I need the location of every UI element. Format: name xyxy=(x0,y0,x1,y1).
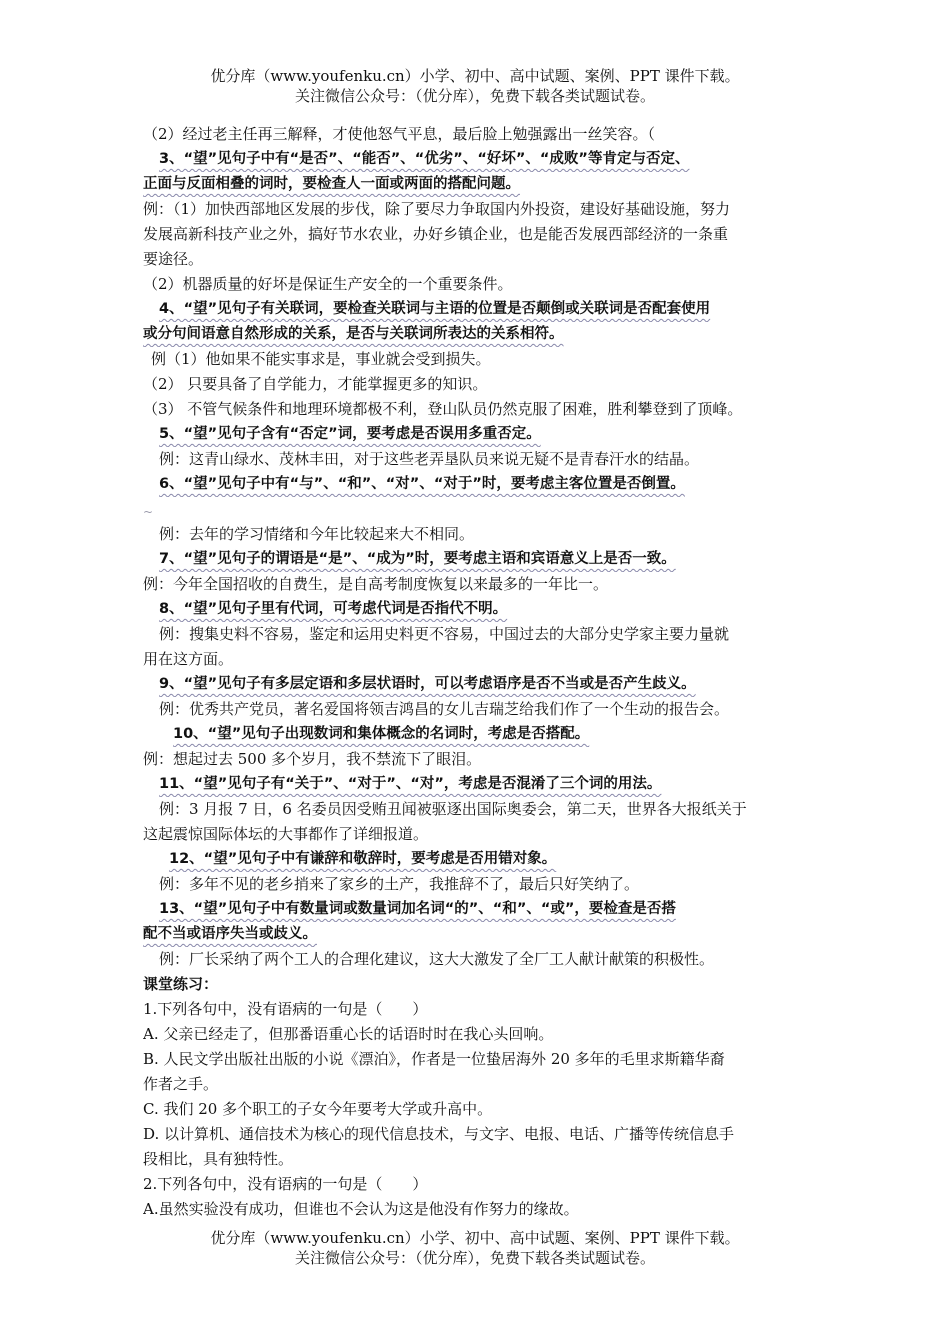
answer-option: C. 我们 20 多个职工的子女今年要考大学或升高中。 xyxy=(143,1100,493,1118)
rule-heading: 13、“望”见句子中有数量词或数量词加名词“的”、“和”、“或”，要检查是否搭 xyxy=(159,901,676,917)
rule-heading: 5、“望”见句子含有“否定”词，要考虑是否误用多重否定。 xyxy=(159,426,541,442)
answer-option: 作者之手。 xyxy=(143,1075,219,1093)
footer-line-1: 优分库（www.youfenku.cn）小学、初中、高中试题、案例、PPT 课件下载。 xyxy=(210,1229,740,1247)
footer-line-2: 关注微信公众号：（优分库），免费下载各类试题试卷。 xyxy=(294,1249,655,1267)
example-line: 例（1）他如果不能实事求是，事业就会受到损失。 xyxy=(151,350,491,368)
answer-option: A. 父亲已经走了，但那番语重心长的话语时时在我心头回响。 xyxy=(143,1025,554,1043)
section-title: 课堂练习： xyxy=(143,975,219,993)
rule-heading: 12、“望”见句子中有谦辞和敬辞时，要考虑是否用错对象。 xyxy=(169,851,557,867)
answer-option: A.虽然实验没有成功，但谁也不会认为这是他没有作努力的缘故。 xyxy=(143,1200,579,1218)
example-line: 例：今年全国招收的自费生，是自高考制度恢复以来最多的一年比一。 xyxy=(143,575,609,593)
example-line: 例：厂长采纳了两个工人的合理化建议，这大大激发了全厂工人献计献策的积极性。 xyxy=(159,950,715,968)
example-line: （2） 只要具备了自学能力，才能掌握更多的知识。 xyxy=(143,375,488,393)
header-line-2: 关注微信公众号：（优分库），免费下载各类试题试卷。 xyxy=(294,87,655,105)
rule-heading: 11、“望”见句子有“关于”、“对于”、“对”，考虑是否混淆了三个词的用法。 xyxy=(159,776,662,792)
rule-heading: 正面与反面相叠的词时，要检查人一面或两面的搭配问题。 xyxy=(143,176,520,192)
text-line: （2）经过老主任再三解释，才使他怒气平息，最后脸上勉强露出一丝笑容。（ xyxy=(143,125,656,143)
example-line: 例：搜集史料不容易，鉴定和运用史料更不容易，中国过去的大部分史学家主要力量就 xyxy=(159,625,730,643)
example-line: 这起震惊国际体坛的大事都作了详细报道。 xyxy=(143,825,429,843)
page-header xyxy=(0,66,950,106)
answer-option: B. 人民文学出版社出版的小说《漂泊》，作者是一位蛰居海外 20 多年的毛里求斯籍华裔 xyxy=(143,1050,725,1068)
example-line: 例：去年的学习情绪和今年比较起来大不相同。 xyxy=(159,525,475,543)
answer-option: 段相比，具有独特性。 xyxy=(143,1150,294,1168)
example-line: 例：优秀共产党员，著名爱国将领吉鸿昌的女儿吉瑞芝给我们作了一个生动的报告会。 xyxy=(159,700,730,718)
example-line: 要途径。 xyxy=(143,250,204,268)
example-line: 例：想起过去 500 多个岁月，我不禁流下了眼泪。 xyxy=(143,750,482,768)
example-line: 用在这方面。 xyxy=(143,650,234,668)
rule-heading: 配不当或语序失当或歧义。 xyxy=(143,926,317,942)
rule-heading: 3、“望”见句子中有“是否”、“能否”、“优劣”、“好坏”、“成败”等肯定与否定、 xyxy=(159,151,690,167)
rule-heading: 10、“望”见句子出现数词和集体概念的名词时，考虑是否搭配。 xyxy=(173,726,590,742)
header-line-1: 优分库（www.youfenku.cn）小学、初中、高中试题、案例、PPT 课件下载。 xyxy=(210,67,740,85)
example-line: 例：（1）加快西部地区发展的步伐，除了要尽力争取国内外投资，建设好基础设施，努力 xyxy=(143,200,731,218)
rule-heading: 或分句间语意自然形成的关系，是否与关联词所表达的关系相符。 xyxy=(143,326,564,342)
example-line: 例：3 月报 7 日，6 名委员因受贿丑闻被驱逐出国际奥委会，第二天，世界各大报纸关于 xyxy=(159,800,747,818)
example-line: （3） 不管气候条件和地理环境都极不利，登山队员仍然克服了困难，胜利攀登到了顶峰。 xyxy=(143,400,743,418)
rule-heading: 8、“望”见句子里有代词，可考虑代词是否指代不明。 xyxy=(159,601,508,617)
blank-line: ~ xyxy=(143,505,154,519)
answer-option: D. 以计算机、通信技术为核心的现代信息技术，与文字、电报、电话、广播等传统信息手 xyxy=(143,1125,735,1143)
rule-heading: 9、“望”见句子有多层定语和多层状语时，可以考虑语序是否不当或是否产生歧义。 xyxy=(159,676,696,692)
document-body xyxy=(143,122,808,1222)
example-line: 发展高新科技产业之外，搞好节水农业，办好乡镇企业，也是能否发展西部经济的一条重 xyxy=(143,225,729,243)
example-line: 例：这青山绿水、茂林丰田，对于这些老弄垦队员来说无疑不是青春汗水的结晶。 xyxy=(159,450,700,468)
question-stem: 1.下列各句中，没有语病的一句是（ ） xyxy=(143,1000,428,1018)
rule-heading: 7、“望”见句子的谓语是“是”、“成为”时，要考虑主语和宾语意义上是否一致。 xyxy=(159,551,676,567)
rule-heading: 4、“望”见句子有关联词，要检查关联词与主语的位置是否颠倒或关联词是否配套使用 xyxy=(159,301,711,317)
example-line: （2）机器质量的好坏是保证生产安全的一个重要条件。 xyxy=(143,275,513,293)
rule-heading: 6、“望”见句子中有“与”、“和”、“对”、“对于”时，要考虑主客位置是否倒置。 xyxy=(159,476,685,492)
page-footer xyxy=(0,1228,950,1268)
question-stem: 2.下列各句中，没有语病的一句是（ ） xyxy=(143,1175,428,1193)
example-line: 例：多年不见的老乡捎来了家乡的土产，我推辞不了，最后只好笑纳了。 xyxy=(159,875,640,893)
